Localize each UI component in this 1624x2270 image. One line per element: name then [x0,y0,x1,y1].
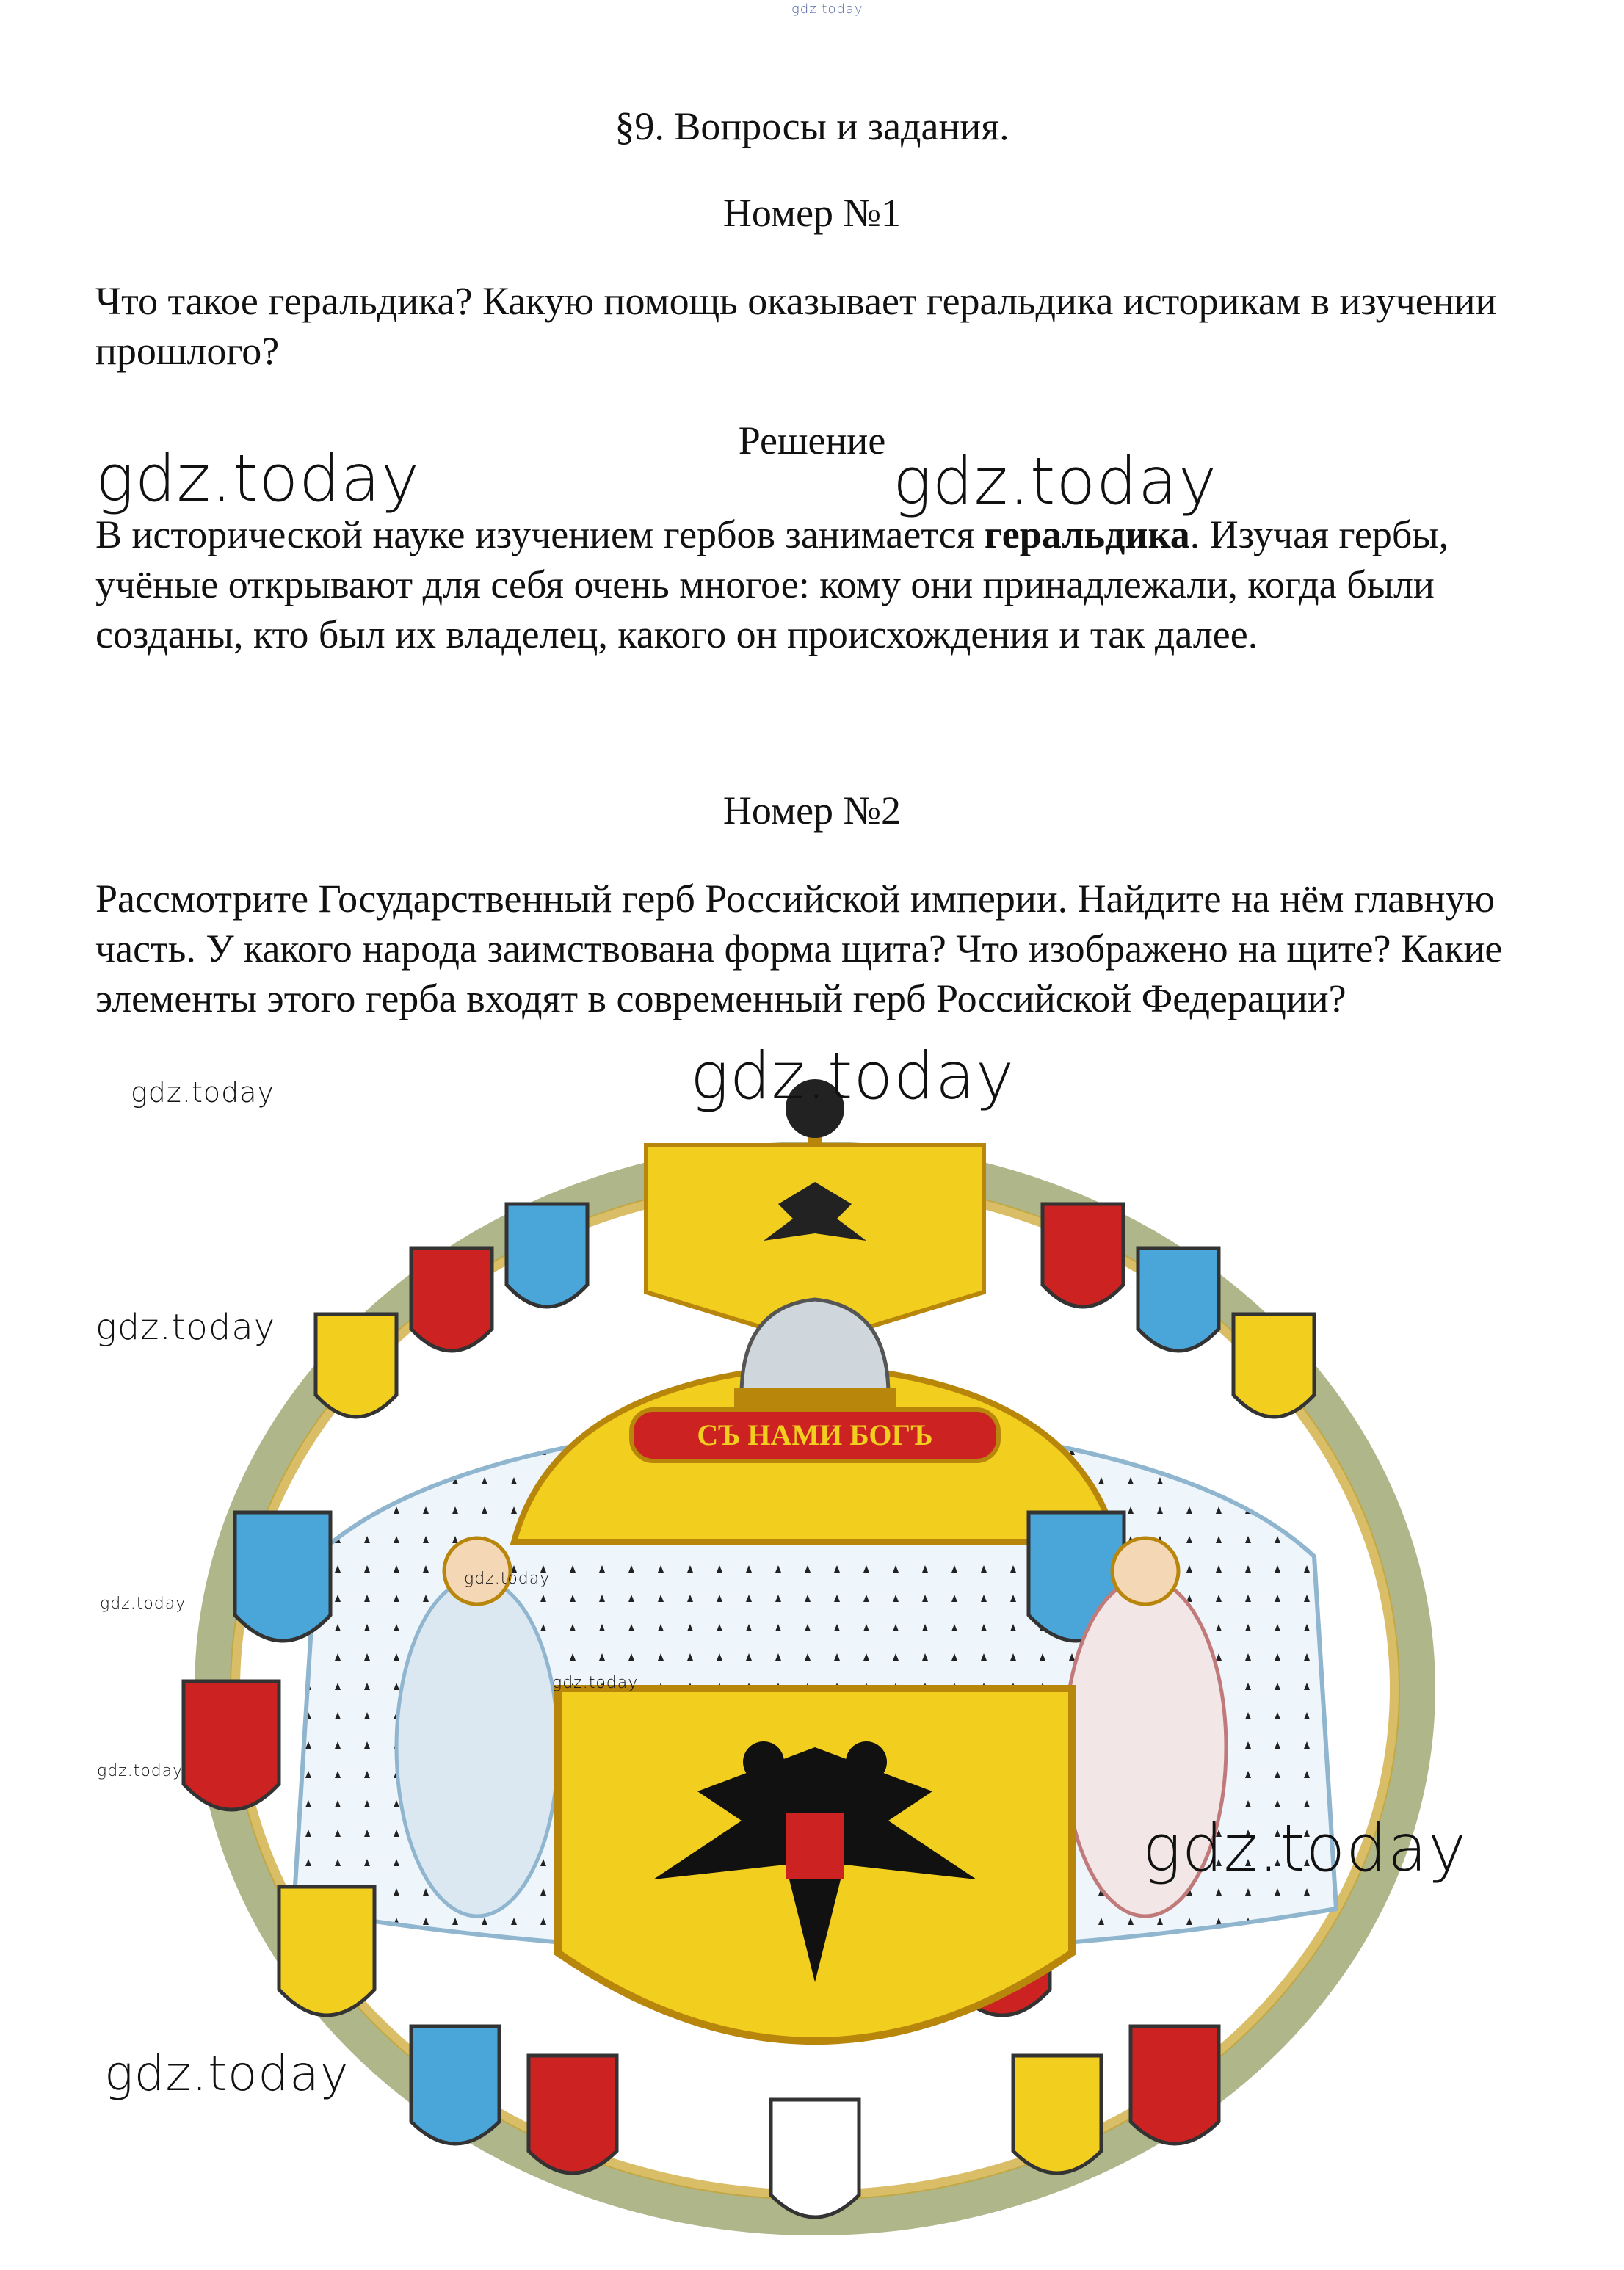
shield-icon [184,1681,279,1810]
watermark-text: gdz.today [893,443,1218,519]
answer-text-start: В исторической науке изучением гербов занимается [95,512,985,556]
task1-question: Что такое геральдика? Какую помощь оказывает геральдика историкам в изучении прошлого? [95,279,1497,373]
shield-icon [507,1204,587,1307]
watermark-text: gdz.today [1142,1810,1468,1886]
lower-regional-shields [411,2026,1219,2217]
shield-icon [1013,2056,1101,2173]
shield-icon [1233,1314,1314,1417]
shield-icon [771,2100,859,2217]
top-watermark: gdz.today [791,1,863,17]
watermark-text: gdz.today [690,1038,1015,1114]
section-title: §9. Вопросы и задания. [615,104,1009,148]
watermark-text: gdz.today [95,1307,276,1348]
shield-icon [235,1512,330,1641]
task1-solution-label: Решение [738,418,886,463]
answer-term-bold: геральдика [984,512,1190,556]
shield-icon [1043,1204,1123,1307]
watermark-text: gdz.today [97,1762,184,1780]
watermark-text: gdz.today [131,1076,275,1109]
task2-number: Номер №2 [722,788,902,833]
answer-text-end: . Изучая гербы, учёные открывают для себя очень многое: кому они принадлежали, когда были созданы, кто был их владелец, какого он происхождения и так далее. [95,512,1449,656]
canopy-motto: СЪ НАМИ БОГЪ [697,1418,933,1451]
watermark-text: gdz.today [100,1595,186,1613]
watermark-text: gdz.today [552,1674,639,1692]
shield-icon [411,1248,492,1351]
shield-icon [279,1887,374,2015]
task1-number: Номер №1 [722,191,902,235]
moscow-inescutcheon [786,1813,844,1879]
task2-question: Рассмотрите Государственный герб Российской империи. Найдите на нём главную часть. У какого народа заимствована форма щита? Что изображено на щите? Какие элементы этого герба входят в современный герб Российской Федерации? [95,877,1503,1020]
watermark-text: gdz.today [95,440,421,516]
shield-icon [316,1314,396,1417]
shield-icon [1138,1248,1219,1351]
watermark-text: gdz.today [104,2045,349,2102]
shield-icon [411,2026,499,2144]
shield-icon [1131,2026,1219,2144]
shield-icon [529,2056,617,2173]
watermark-text: gdz.today [464,1570,551,1588]
